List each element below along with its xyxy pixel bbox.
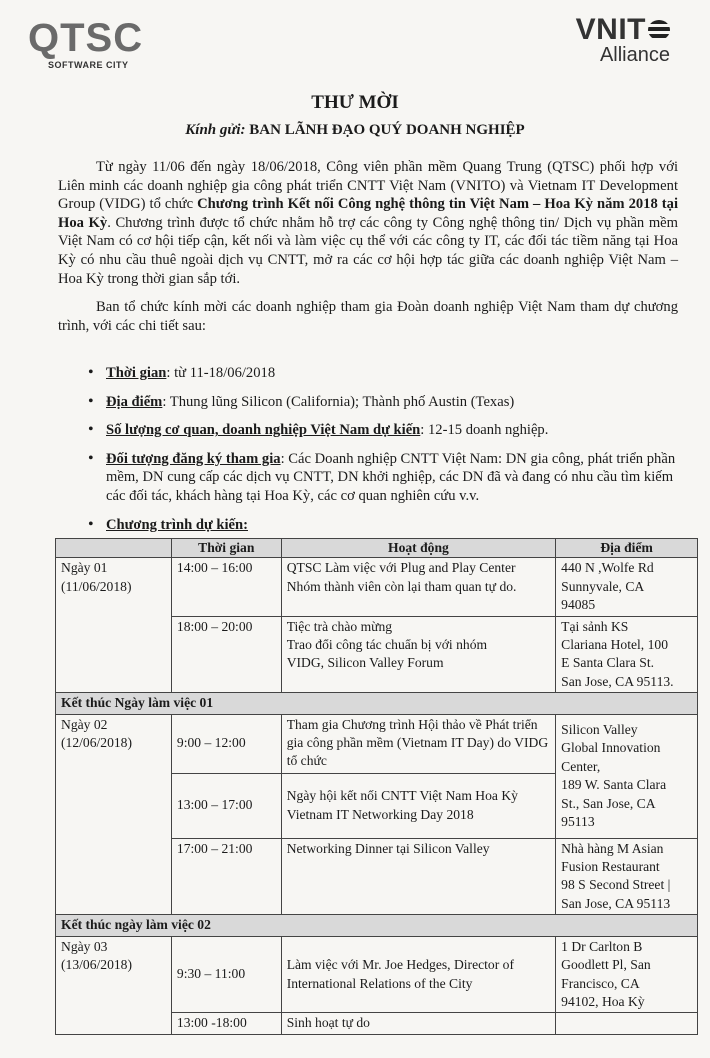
detail-value: : Các Doanh nghiệp CNTT Việt Nam: DN gia công, phát triển phần mềm, DN cung cấp các dịch vụ CNTT, DN khởi nghiệp, các DN đã và đang có nhu cầu tìm kiếm các đối tác, khách hàng tại Hoa Kỳ, các cơ quan nghiên cứu v.v.: [106, 450, 676, 504]
invite-paragraph: Ban tổ chức kính mời các doanh nghiệp tham gia Đoàn doanh nghiệp Việt Nam tham dự chương trình, với các chi tiết sau:: [58, 299, 678, 334]
day-end-label: Kết thúc Ngày làm việc 01: [56, 693, 698, 714]
activity-cell: Ngày hội kết nối CNTT Việt Nam Hoa Kỳ Vietnam IT Networking Day 2018: [281, 773, 555, 838]
table-row: [56, 936, 698, 1013]
header-place: Địa điểm: [556, 539, 698, 558]
detail-key: Chương trình dự kiến:: [106, 516, 248, 533]
header-day: [56, 539, 172, 558]
time-cell: 9:00 – 12:00: [171, 714, 281, 773]
list-item: [58, 516, 678, 535]
detail-key: Đối tượng đăng ký tham gia: [106, 450, 281, 467]
letter-body: [58, 158, 678, 345]
bullet-icon: •: [88, 364, 94, 381]
list-item: [58, 450, 678, 506]
vnito-logo: [576, 14, 670, 64]
time-cell: 13:00 – 17:00: [171, 773, 281, 838]
activity-cell: QTSC Làm việc với Plug and Play Center Nhóm thành viên còn lại tham quan tự do.: [281, 558, 555, 616]
list-item: [58, 393, 678, 412]
place-cell: Silicon Valley Global Innovation Center, 189 W. Santa Clara St., San Jose, CA 95113: [556, 714, 698, 838]
details-list: [58, 364, 678, 544]
day-cell: Ngày 02 (12/06/2018): [56, 714, 172, 915]
header-activity: Hoạt động: [281, 539, 555, 558]
schedule-table: [55, 538, 698, 1035]
place-cell: 1 Dr Carlton B Goodlett Pl, San Francisco, CA 94102, Hoa Kỳ: [556, 936, 698, 1013]
day-end-label: Kết thúc ngày làm việc 02: [56, 915, 698, 936]
activity-cell: Networking Dinner tại Silicon Valley: [281, 838, 555, 915]
list-item: [58, 364, 678, 383]
activity-cell: Sinh hoạt tự do: [281, 1013, 555, 1034]
day-cell: Ngày 01 (11/06/2018): [56, 558, 172, 693]
vnito-logo-subtitle: Alliance: [599, 44, 670, 66]
detail-key: Địa điểm: [106, 393, 163, 410]
detail-key: Số lượng cơ quan, doanh nghiệp Việt Nam dự kiến: [106, 422, 421, 439]
time-cell: 14:00 – 16:00: [171, 558, 281, 616]
qtsc-logo-text: QTSC: [28, 16, 144, 60]
recipient-line: [0, 122, 710, 139]
intro-paragraph: [58, 158, 678, 288]
bullet-icon: •: [88, 515, 94, 533]
place-cell: Tại sảnh KS Clariana Hotel, 100 E Santa Clara St. San Jose, CA 95113.: [556, 616, 698, 693]
qtsc-logo-subtitle: SOFTWARE CITY: [48, 60, 129, 70]
section-row: [56, 693, 698, 714]
time-cell: 9:30 – 11:00: [171, 936, 281, 1013]
detail-value: : Thung lũng Silicon (California); Thành phố Austin (Texas): [162, 393, 515, 410]
bullet-icon: •: [88, 392, 94, 410]
qtsc-logo: [28, 18, 168, 70]
bullet-icon: •: [88, 421, 94, 439]
time-cell: 18:00 – 20:00: [171, 616, 281, 693]
place-cell: [556, 1013, 698, 1034]
detail-value: : 12-15 doanh nghiệp.: [420, 422, 549, 439]
activity-cell: Làm việc với Mr. Joe Hedges, Director of International Relations of the City: [281, 936, 555, 1013]
detail-value: : từ 11-18/06/2018: [166, 365, 276, 381]
intro-text-1: Từ ngày 11/06 đến ngày 18/06/2018, Công viên phần mềm Quang Trung (QTSC) phối hợp với Liên minh các doanh nghiệp gia công phát triển CNTT Việt Nam (VNITO) và Vietnam IT Development Group (VIDG) tổ chức: [58, 159, 678, 213]
bullet-icon: •: [88, 449, 94, 467]
time-cell: 17:00 – 21:00: [171, 838, 281, 915]
day-cell: Ngày 03 (13/06/2018): [56, 936, 172, 1034]
table-header-row: [56, 539, 698, 558]
section-row: [56, 915, 698, 936]
activity-cell: Tham gia Chương trình Hội thảo về Phát triển gia công phần mềm (Vietnam IT Day) do VIDG tổ chức: [281, 714, 555, 773]
header-time: Thời gian: [171, 539, 281, 558]
place-cell: 440 N ,Wolfe Rd Sunnyvale, CA 94085: [556, 558, 698, 616]
list-item: [58, 421, 678, 440]
recipient-value: BAN LÃNH ĐẠO QUÝ DOANH NGHIỆP: [249, 122, 525, 138]
time-cell: 13:00 -18:00: [171, 1013, 281, 1034]
table-row: [56, 714, 698, 773]
vnito-logo-mark-icon: [648, 20, 670, 40]
recipient-label: Kính gửi:: [185, 122, 246, 138]
table-row: [56, 558, 698, 616]
vnito-logo-text: VNIT: [575, 13, 646, 46]
intro-text-2: . Chương trình được tổ chức nhằm hỗ trợ các công ty Công nghệ thông tin/ Dịch vụ phần mềm Việt Nam có cơ hội tiếp cận, kết nối và làm việc cụ thể với các công ty IT, các đối tác tiềm năng tại Hoa Kỳ có nhu cầu thuê ngoài dịch vụ CNTT, mở ra các cơ hội hợp tác giữa các doanh nghiệp Việt Nam – Hoa Kỳ trong thời gian sắp tới.: [58, 214, 679, 287]
detail-key: Thời gian: [106, 365, 167, 381]
page-title: THƯ MỜI: [311, 92, 399, 113]
program-name: Chương trình Kết nối Công nghệ thông tin Việt Nam – Hoa Kỳ năm 2018 tại Hoa Kỳ: [58, 196, 678, 231]
place-cell: Nhà hàng M Asian Fusion Restaurant 98 S Second Street | San Jose, CA 95113: [556, 838, 698, 915]
activity-cell: Tiệc trà chào mừng Trao đổi công tác chuẩn bị với nhóm VIDG, Silicon Valley Forum: [281, 616, 555, 693]
